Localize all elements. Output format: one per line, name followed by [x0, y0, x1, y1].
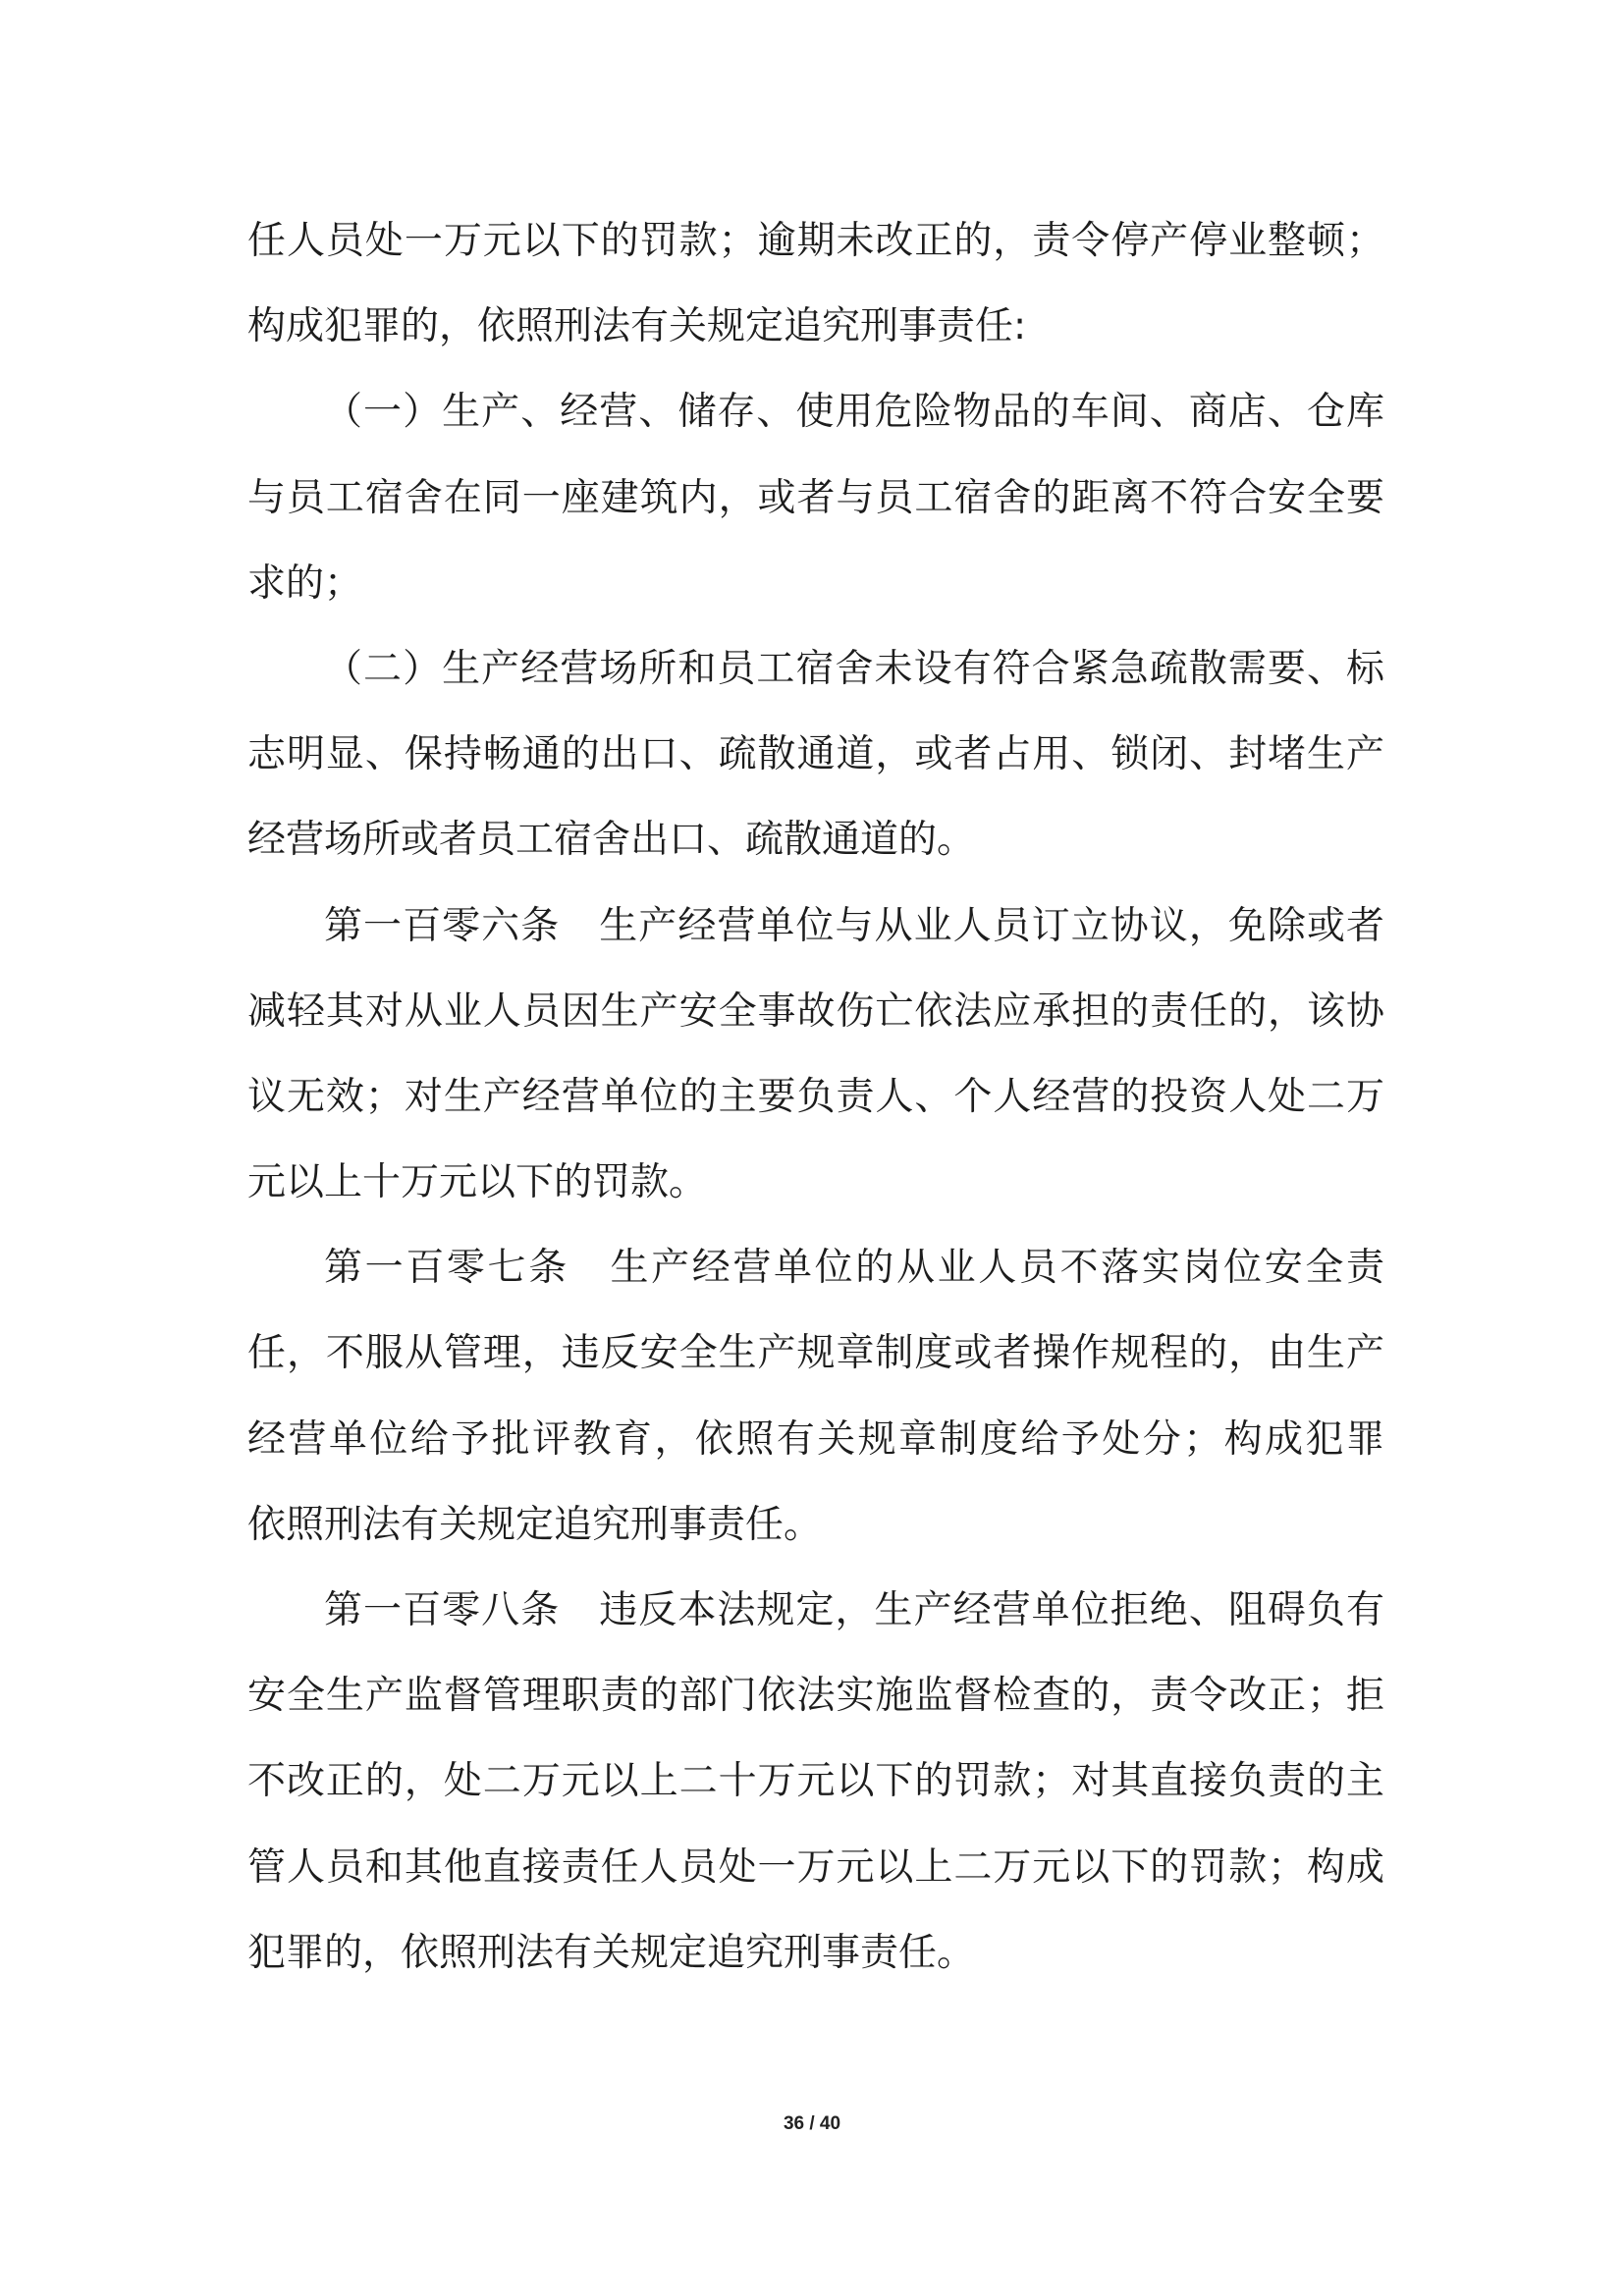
paragraph: [247, 1225, 1384, 1568]
paragraph: [247, 883, 1384, 1226]
text-line: 任，不服从管理，违反安全生产规章制度或者操作规程的，由生产: [247, 1331, 1384, 1376]
text-line: 任人员处一万元以下的罚款；逾期未改正的，责令停产停业整顿；: [247, 219, 1384, 263]
text-line: 构成犯罪的，依照刑法有关规定追究刑事责任:: [247, 304, 1027, 349]
text-line: 志明显、保持畅通的出口、疏散通道，或者占用、锁闭、封堵生产: [247, 732, 1384, 777]
paragraph: [247, 626, 1384, 883]
paragraph: [247, 369, 1384, 626]
text-line: 管人员和其他直接责任人员处一万元以上二万元以下的罚款；构成: [247, 1844, 1384, 1890]
text-line: 第一百零七条 生产经营单位的从业人员不落实岗位安全责: [324, 1246, 1384, 1291]
text-line: 议无效；对生产经营单位的主要负责人、个人经营的投资人处二万: [247, 1074, 1384, 1119]
text-line: （一）生产、经营、储存、使用危险物品的车间、商店、仓库: [324, 390, 1384, 435]
text-line: 不改正的，处二万元以上二十万元以下的罚款；对其直接负责的主: [247, 1759, 1384, 1804]
text-line: 经营场所或者员工宿舍出口、疏散通道的。: [247, 818, 976, 863]
text-line: 经营单位给予批评教育，依照有关规章制度给予处分；构成犯罪: [247, 1416, 1384, 1462]
text-line: 犯罪的，依照刑法有关规定追究刑事责任。: [247, 1930, 976, 1975]
text-line: 减轻其对从业人员因生产安全事故伤亡依法应承担的责任的，该协: [247, 988, 1384, 1034]
text-line: 求的；: [247, 561, 363, 606]
text-line: 元以上十万元以下的罚款。: [247, 1160, 708, 1205]
document-body: [247, 198, 1384, 1996]
text-line: 与员工宿舍在同一座建筑内，或者与员工宿舍的距离不符合安全要: [247, 475, 1384, 520]
text-line: 第一百零八条 违反本法规定，生产经营单位拒绝、阻碍负有: [324, 1588, 1384, 1632]
paragraph: [247, 1568, 1384, 1996]
text-line: （二）生产经营场所和员工宿舍未设有符合紧急疏散需要、标: [324, 646, 1384, 691]
text-line: 安全生产监督管理职责的部门依法实施监督检查的，责令改正；拒: [247, 1674, 1384, 1719]
paragraph: [247, 198, 1384, 369]
text-line: 第一百零六条 生产经营单位与从业人员订立协议，免除或者: [324, 903, 1384, 948]
text-line: 依照刑法有关规定追究刑事责任。: [247, 1502, 823, 1547]
page-number: 36 / 40: [783, 2113, 841, 2134]
